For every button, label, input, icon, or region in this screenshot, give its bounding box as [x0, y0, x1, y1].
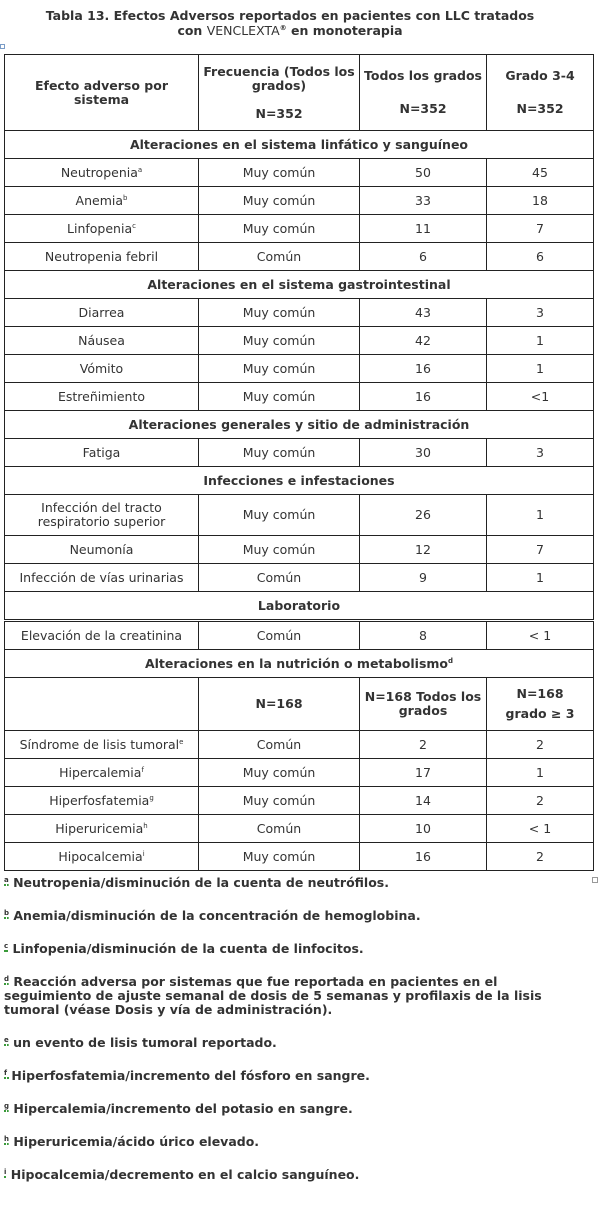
section-title [5, 411, 594, 439]
footnote-ref: b [123, 193, 128, 202]
header-all-grades-n: N=352 [399, 101, 447, 116]
table-row [5, 843, 594, 871]
cell-effect [5, 622, 199, 650]
section-title-text: Alteraciones en el sistema gastrointestinal [147, 276, 451, 292]
cell-frequency: Muy común [199, 299, 360, 327]
footnote-text: Hiperuricemia/ácido úrico elevado. [13, 1134, 260, 1149]
table-end-marker-icon [592, 877, 598, 883]
cell-grade-3-4: <1 [487, 383, 594, 411]
header-frequency-label: Frecuencia (Todos los grados) [203, 63, 355, 93]
footnote-ref: i [142, 849, 145, 858]
footnote-text: Hipercalemia/incremento del potasio en sangre. [13, 1101, 353, 1116]
footnote-text: Hipocalcemia/decremento en el calcio sanguíneo. [10, 1167, 360, 1182]
footnote-text: Reacción adversa por sistemas que fue reportada en pacientes en el seguimiento de ajuste semanal de dosis de 5 semanas y profilaxis de la lisis tumoral (véase Dosis y vía de administración). [4, 974, 542, 1017]
footnote-ref: g [149, 793, 154, 802]
header-all-grades-label: Todos los grados [364, 68, 482, 83]
cell-frequency: Muy común [199, 355, 360, 383]
effect-name: Vómito [79, 360, 124, 376]
effect-name: Síndrome de lisis tumoral [19, 736, 180, 752]
cell-all-grades: 2 [360, 731, 487, 759]
section-title [5, 592, 594, 620]
section-title [5, 467, 594, 495]
cell-grade-3-4: 1 [487, 759, 594, 787]
footnote-ref: e [179, 737, 184, 746]
cell-effect [5, 383, 199, 411]
section-title [5, 131, 594, 159]
cell-all-grades: 10 [360, 815, 487, 843]
table-row [5, 564, 594, 592]
cell-effect [5, 536, 199, 564]
nutrition-subheader-row [5, 678, 594, 731]
cell-effect [5, 564, 199, 592]
cell-grade-3-4: 2 [487, 731, 594, 759]
cell-effect [5, 299, 199, 327]
cell-frequency: Muy común [199, 159, 360, 187]
table-row [5, 243, 594, 271]
subheader-empty [5, 678, 199, 731]
footnote-item [4, 942, 574, 956]
cell-grade-3-4: 18 [487, 187, 594, 215]
table-anchor-icon [0, 44, 5, 49]
header-grade-label: Grado 3-4 [505, 68, 575, 83]
footnote-letter: i [4, 1167, 7, 1176]
cell-all-grades: 16 [360, 383, 487, 411]
footnote-text: Linfopenia/disminución de la cuenta de linfocitos. [12, 941, 364, 956]
cell-grade-3-4: 1 [487, 355, 594, 383]
cell-effect [5, 187, 199, 215]
footnote-text: un evento de lisis tumoral reportado. [13, 1035, 277, 1050]
title-line-2 [0, 23, 580, 38]
header-system: Efecto adverso por sistema [5, 55, 199, 131]
cell-grade-3-4: 6 [487, 243, 594, 271]
cell-all-grades: 30 [360, 439, 487, 467]
table-row [5, 299, 594, 327]
cell-frequency: Muy común [199, 439, 360, 467]
effect-name: Náusea [78, 332, 125, 348]
effect-name: Anemia [75, 192, 124, 208]
adverse-effects-table [4, 54, 594, 871]
cell-grade-3-4: 7 [487, 536, 594, 564]
footnote-letter: e [4, 1035, 9, 1044]
footnote-text: Hiperfosfatemia/incremento del fósforo en sangre. [11, 1068, 370, 1083]
section-title [5, 271, 594, 299]
cell-all-grades: 50 [360, 159, 487, 187]
table-row [5, 159, 594, 187]
header-all-grades [360, 55, 487, 131]
cell-all-grades: 42 [360, 327, 487, 355]
table-row [5, 759, 594, 787]
registered-mark: ® [279, 23, 287, 32]
title-prefix: con [177, 23, 207, 38]
subheader-grade-label: grado ≥ 3 [505, 706, 575, 721]
cell-effect [5, 815, 199, 843]
section-row [5, 271, 594, 299]
cell-frequency: Muy común [199, 383, 360, 411]
cell-frequency: Muy común [199, 495, 360, 536]
subheader-grade [487, 678, 594, 731]
cell-frequency: Muy común [199, 787, 360, 815]
cell-all-grades: 11 [360, 215, 487, 243]
footnote-letter: a [4, 875, 9, 884]
cell-all-grades: 43 [360, 299, 487, 327]
footnote-item [4, 1102, 574, 1116]
footnote-text: Anemia/disminución de la concentración de hemoglobina. [13, 908, 421, 923]
cell-all-grades: 17 [360, 759, 487, 787]
footnote-ref: c [132, 221, 136, 230]
subheader-grade-n: N=168 [516, 686, 564, 701]
footnote-ref: a [137, 165, 143, 174]
cell-grade-3-4: 3 [487, 299, 594, 327]
title-line-1: Tabla 13. Efectos Adversos reportados en pacientes con LLC tratados [45, 8, 535, 23]
cell-frequency: Muy común [199, 215, 360, 243]
cell-all-grades: 8 [360, 622, 487, 650]
cell-frequency: Muy común [199, 187, 360, 215]
effect-name: Diarrea [78, 304, 125, 320]
section-row [5, 467, 594, 495]
effect-name: Estreñimiento [57, 388, 146, 404]
effect-name: Neutropenia febril [44, 248, 159, 264]
footnote-item [4, 909, 574, 923]
cell-effect [5, 495, 199, 536]
cell-grade-3-4: 1 [487, 327, 594, 355]
footnote-letter: g [4, 1101, 10, 1110]
footnote-text: Neutropenia/disminución de la cuenta de neutrófilos. [13, 875, 389, 890]
table-row [5, 787, 594, 815]
cell-all-grades: 16 [360, 843, 487, 871]
effect-name: Hipercalemia [59, 764, 142, 780]
section-title-text: Alteraciones en la nutrición o metabolismo [144, 655, 448, 671]
cell-effect [5, 215, 199, 243]
effect-name: Linfopenia [67, 220, 133, 236]
table-row [5, 215, 594, 243]
cell-frequency: Muy común [199, 759, 360, 787]
effect-name: Hiperuricemia [55, 820, 144, 836]
subheader-n: N=168 [199, 678, 360, 731]
effect-name: Infección del tracto respiratorio superior [37, 500, 166, 529]
table-row [5, 495, 594, 536]
cell-frequency: Muy común [199, 536, 360, 564]
cell-frequency: Común [199, 815, 360, 843]
brand-name: VENCLEXTA [206, 23, 280, 38]
footnote-letter: f [4, 1068, 8, 1077]
table-row [5, 731, 594, 759]
cell-grade-3-4: 2 [487, 787, 594, 815]
table-row [5, 815, 594, 843]
footnote-item [4, 1168, 574, 1182]
cell-all-grades: 6 [360, 243, 487, 271]
table-row [5, 622, 594, 650]
table-row [5, 383, 594, 411]
footnotes [4, 876, 574, 1201]
table-title [0, 8, 580, 38]
header-grade-3-4 [487, 55, 594, 131]
table-row [5, 355, 594, 383]
table-row [5, 187, 594, 215]
section-title [5, 650, 594, 678]
cell-effect [5, 355, 199, 383]
cell-effect [5, 843, 199, 871]
section-row [5, 411, 594, 439]
footnote-item [4, 1135, 574, 1149]
footnote-letter: h [4, 1134, 9, 1143]
cell-all-grades: 33 [360, 187, 487, 215]
effect-name: Elevación de la creatinina [20, 627, 183, 643]
footnote-letter: b [4, 908, 10, 917]
table-row [5, 439, 594, 467]
cell-all-grades: 12 [360, 536, 487, 564]
cell-grade-3-4: 7 [487, 215, 594, 243]
section-row [5, 650, 594, 678]
cell-grade-3-4: 1 [487, 564, 594, 592]
cell-frequency: Muy común [199, 327, 360, 355]
cell-frequency: Común [199, 622, 360, 650]
section-title-text: Alteraciones en el sistema linfático y sanguíneo [129, 136, 469, 152]
cell-frequency: Muy común [199, 843, 360, 871]
footnote-item [4, 1036, 574, 1050]
cell-grade-3-4: < 1 [487, 622, 594, 650]
header-frequency [199, 55, 360, 131]
cell-effect [5, 787, 199, 815]
header-grade-n: N=352 [516, 101, 564, 116]
section-footnote-ref: d [448, 656, 454, 665]
section-row [5, 592, 594, 620]
cell-effect [5, 159, 199, 187]
effect-name: Neumonía [69, 541, 134, 557]
cell-grade-3-4: < 1 [487, 815, 594, 843]
table-header-row [5, 55, 594, 131]
table-row [5, 327, 594, 355]
footnote-letter: d [4, 974, 10, 983]
table-row [5, 536, 594, 564]
cell-all-grades: 16 [360, 355, 487, 383]
effect-name: Fatiga [82, 444, 121, 460]
cell-effect [5, 731, 199, 759]
footnote-item [4, 1069, 574, 1083]
cell-grade-3-4: 2 [487, 843, 594, 871]
section-title-text: Alteraciones generales y sitio de administración [128, 416, 470, 432]
effect-name: Infección de vías urinarias [19, 569, 184, 585]
header-frequency-n: N=352 [255, 105, 303, 121]
subheader-all-grades: N=168 Todos los grados [360, 678, 487, 731]
cell-effect [5, 759, 199, 787]
cell-grade-3-4: 45 [487, 159, 594, 187]
cell-all-grades: 26 [360, 495, 487, 536]
cell-grade-3-4: 3 [487, 439, 594, 467]
footnote-letter: c [4, 941, 9, 950]
effect-name: Neutropenia [60, 164, 138, 180]
cell-all-grades: 9 [360, 564, 487, 592]
footnote-item [4, 876, 574, 890]
cell-frequency: Común [199, 564, 360, 592]
section-title-text: Laboratorio [257, 597, 341, 613]
cell-frequency: Común [199, 243, 360, 271]
footnote-ref: f [141, 765, 144, 774]
effect-name: Hipocalcemia [58, 848, 143, 864]
cell-all-grades: 14 [360, 787, 487, 815]
cell-grade-3-4: 1 [487, 495, 594, 536]
cell-effect [5, 327, 199, 355]
cell-effect [5, 243, 199, 271]
section-row [5, 131, 594, 159]
footnote-ref: h [143, 821, 148, 830]
cell-effect [5, 439, 199, 467]
section-title-text: Infecciones e infestaciones [203, 472, 395, 488]
footnote-item [4, 975, 574, 1017]
effect-name: Hiperfosfatemia [49, 792, 150, 808]
title-suffix: en monoterapia [286, 23, 403, 38]
cell-frequency: Común [199, 731, 360, 759]
